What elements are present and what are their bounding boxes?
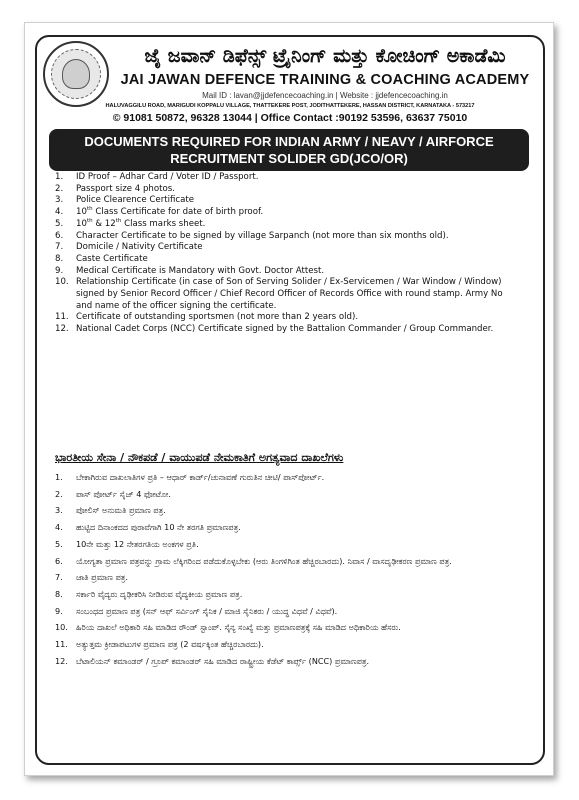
list-item: 1. ID Proof – Adhar Card / Voter ID / Passport. (55, 172, 259, 182)
academy-logo (43, 41, 109, 107)
header-title-english: JAI JAWAN DEFENCE TRAINING & COACHING ACADEMY (120, 72, 530, 88)
header-address: HALUVAGGILU ROAD, MARIGUDI KOPPALU VILLAGE, THATTEKERE POST, JODITHATTEKERE, HASSAN DISTRICT, KARNATAKA - 573217 (105, 103, 475, 109)
list-item: 3. ಪೋಲಿಸ್ ಅನುಮತಿ ಪ್ರಮಾಣ ಪತ್ರ. (55, 505, 166, 516)
list-item: 7. ಜಾತಿ ಪ್ರಮಾಣ ಪತ್ರ. (55, 572, 128, 583)
list-item: 12. National Cadet Corps (NCC) Certificate signed by the Battalion Commander / Group Commander. (55, 324, 494, 335)
logo-emblem (62, 59, 90, 89)
list-item: 2. Passport size 4 photos. (55, 183, 175, 194)
list-item: 10. ಹಿರಿಯ ದಾಖಲೆ ಅಧಿಕಾರಿ ಸಹಿ ಮಾಡಿದ ರೌಂಡ್ ಸ್ಟಾಂಪ್. ಸೈನ್ಯ ಸಂಖ್ಯೆ ಮತ್ತು ಪ್ರಮಾಣಪತ್ರಕ್ಕೆ ಸಹಿ ಮಾಡಿದ ಅಧಿಕಾರಿಯ ಹೆಸರು. (55, 622, 401, 633)
list-item: 9. Medical Certificate is Mandatory with Govt. Doctor Attest. (55, 265, 325, 276)
list-item: 7. Domicile / Nativity Certificate (55, 242, 203, 253)
list-item: 4. ಹುಟ್ಟಿದ ದಿನಾಂಕದದ ಪುರಾವೆಗಾಗಿ 10 ನೇ ತರಗತಿ ಪ್ರಮಾಣಪತ್ರ. (55, 522, 241, 533)
list-item: 9. ಸಂಬಂಧದ ಪ್ರಮಾಣ ಪತ್ರ (ಸನ್ ಆಫ್ ಸರ್ವಿಂಗ್ ಸೈನಿಕ / ಮಾಜಿ ಸೈನಿಕರು / ಯುದ್ಧ ವಿಧವೆ / ವಿಧವೆ). (55, 605, 338, 616)
list-item: 5. 10th & 12th Class marks sheet. (55, 217, 206, 229)
list-item: 11. Certificate of outstanding sportsmen (not more than 2 years old). (55, 312, 359, 323)
header-mail-website: Mail ID : lavan@jjdefencecoaching.in | Website : jjdefencecoaching.in (202, 91, 448, 100)
list-item: 6. ಯೋಗ್ಯತಾ ಪ್ರಮಾಣ ಪತ್ರವನ್ನು ಗ್ರಾಮ ಲೆಕ್ಕಿಗರಿಂದ ಪಡೆದುಕೊಳ್ಳಬೇಕು (ಆರು ತಿಂಗಳಿಗಿಂತ ಹೆಚ್ಚಿರಬಾರದು). ನಿವಾಸ / ವಾಸದೃಢೀಕರಣ ಪ್ರಮಾಣ ಪತ್ರ. (55, 555, 452, 566)
banner-line-1: DOCUMENTS REQUIRED FOR INDIAN ARMY / NEAVY / AIRFORCE (84, 134, 494, 149)
list-item: 4. 10th Class Certificate for date of birth proof. (55, 206, 264, 218)
header-title-kannada: ಜೈ ಜವಾನ್ ಡಿಫೆನ್ಸ್ ಟ್ರೈನಿಂಗ್ ಮತ್ತು ಕೋಚಿಂಗ್ ಅಕಾಡೆಮಿ (144, 45, 506, 67)
list-item: 8. ಸರ್ಕಾರಿ ವೈದ್ಯರು ದೃಢೀಕರಿಸಿ ನೀಡಿರುವ ವೈದ್ಯಕೀಯ ಪ್ರಮಾಣ ಪತ್ರ. (55, 588, 243, 599)
list-item: 11. ಅತ್ಯುತ್ತಮ ಕ್ರೀಡಾಪಟುಗಳ ಪ್ರಮಾಣ ಪತ್ರ (2 ವರ್ಷಕ್ಕಿಂತ ಹೆಚ್ಚಿರಬಾರದು). (55, 639, 264, 650)
documents-banner (49, 129, 529, 171)
list-item: 10. Relationship Certificate (in case of Son of Serving Solider / Ex-Servicemen / War Window / Window) signed by Senior Record Officer / Chief Record Officer of Records Office with round stamp. Army No and name of the officer signing the certificate. (55, 277, 503, 311)
kannada-section-title: ಭಾರತೀಯ ಸೇನಾ / ನೌಕಪಡೆ / ವಾಯುಪಡೆ ನೇಮಕಾತಿಗೆ ಅಗತ್ಯವಾದ ದಾಖಲೆಗಳು (55, 451, 344, 464)
list-item: 3. Police Clearence Certificate (55, 195, 195, 206)
list-item: 12. ಬೆಟಾಲಿಯನ್ ಕಮಾಂಡರ್ / ಗ್ರೂಪ್ ಕಮಾಂಡರ್ ಸಹಿ ಮಾಡಿದ ರಾಷ್ಟ್ರೀಯ ಕೆಡೆಟ್ ಕಾರ್ಪ್ಸ್ (NCC) ಪ್ರಮಾಣಪತ್ರ. (55, 655, 370, 666)
list-item: 5. 10ನೇ ಮತ್ತು 12 ನೇತರಗತಿಯ ಅಂಕಗಳ ಪ್ರತಿ. (55, 538, 199, 549)
list-item: 1. ಬೇಕಾಗಿರುವ ದಾಖಲಾತಿಗಳ ಪ್ರತಿ – ಆಧಾರ್ ಕಾರ್ಡ್/ಚುನಾವಣೆ ಗುರುತಿನ ಚೀಟಿ/ ಪಾಸ್‌ಪೋರ್ಟ್. (55, 472, 325, 482)
list-item: 2. ಪಾಸ್ ಪೋರ್ಟ್ ಸೈಜ್ 4 ಫೋಟೋ. (55, 488, 172, 499)
kannada-document-list (55, 472, 505, 672)
english-document-list (55, 172, 503, 336)
list-item: 8. Caste Certificate (55, 253, 148, 264)
document-page (24, 22, 554, 776)
header-phones: © 91081 50872, 96328 13044 | Office Contact :90192 53596, 63637 75010 (112, 112, 468, 124)
banner-line-2: RECRUITMENT SOLIDER GD(JCO/OR) (170, 151, 408, 166)
list-item: 6. Character Certificate to be signed by village Sarpanch (not more than six months old). (55, 230, 449, 241)
